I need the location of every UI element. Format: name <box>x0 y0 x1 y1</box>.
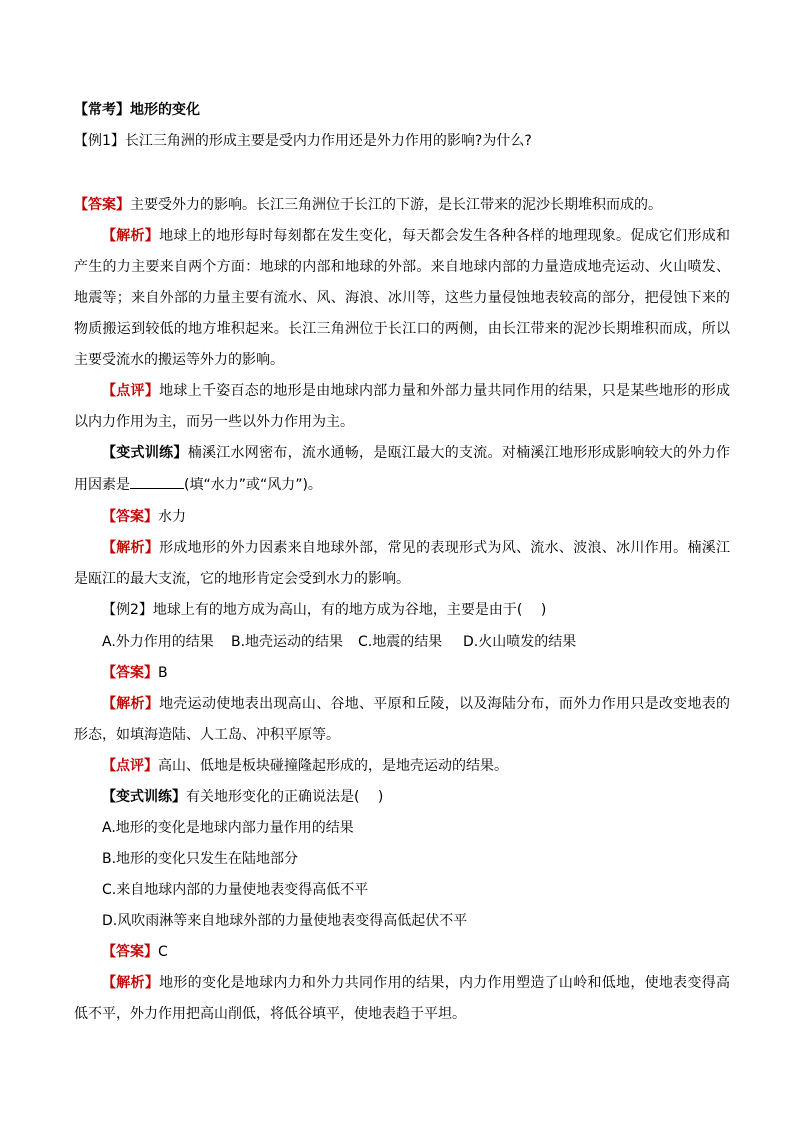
comment-text: 高山、低地是板块碰撞隆起形成的，是地壳运动的结果。 <box>158 758 508 774</box>
example2-comment <box>102 756 730 776</box>
example2-analysis-line: 形态，如填海造陆、人工岛、冲积平原等。 <box>74 727 340 743</box>
analysis-text: 地壳运动使地表出现高山、谷地、平原和丘陵，以及海陆分布，而外力作用只是改变地表的 <box>159 696 730 712</box>
option-c: C.地震的结果 <box>358 634 443 650</box>
example2-options <box>102 632 730 652</box>
comment-text: 地球上千姿百态的地形是由地球内部力量和外部力量共同作用的结果，只是某些地形的形成 <box>159 383 730 399</box>
variant-question-text: (填“水力”或“风力”)。 <box>184 477 322 493</box>
example1-tag: 【例1】 <box>74 133 125 149</box>
answer-text: C <box>158 944 168 960</box>
analysis-tag: 【解析】 <box>102 540 160 556</box>
analysis-tag: 【解析】 <box>102 975 160 991</box>
answer-tag: 【答案】 <box>102 944 158 960</box>
example2-question-text: 地球上有的地方成为高山，有的地方成为谷地，主要是由于( ) <box>152 602 547 618</box>
variant2-answer <box>102 942 730 962</box>
fill-blank <box>130 474 184 489</box>
example1-analysis-line: 产生的力主要来自两个方面：地球的内部和地球的外部。来自地球内部的力量造成地壳运动、火山喷发、 <box>74 259 730 275</box>
example1-analysis-line: 物质搬运到较低的地方堆积起来。长江三角洲位于长江口的两侧，由长江带来的泥沙长期堆积而成，所以 <box>74 321 730 337</box>
option-b: B.地形的变化只发生在陆地部分 <box>102 851 299 867</box>
option-c: C.来自地球内部的力量使地表变得高低不平 <box>102 882 369 898</box>
example1-question-text: 长江三角洲的形成主要是受内力作用还是外力作用的影响?为什么? <box>124 133 532 149</box>
comment-tag: 【点评】 <box>102 758 158 774</box>
variant2-question <box>102 787 730 807</box>
analysis-text: 形成地形的外力因素来自地球外部，常见的表现形式为风、流水、波浪、冰川作用。楠溪江 <box>159 540 730 556</box>
example2-analysis-line <box>102 694 730 714</box>
example1-analysis-line: 地震等；来自外部的力量主要有流水、风、海浪、冰川等，这些力量侵蚀地表较高的部分，把侵蚀下来的 <box>74 290 730 306</box>
section-title: 地形的变化 <box>130 102 200 118</box>
variant-question-text: 有关地形变化的正确说法是( ) <box>186 789 384 805</box>
option-a: A.地形的变化是地球内部力量作用的结果 <box>102 820 354 836</box>
variant2-analysis-line: 低不平，外力作用把高山削低，将低谷填平，使地表趋于平坦。 <box>74 1006 466 1022</box>
example1-question <box>74 131 730 151</box>
option-d: D.风吹雨淋等来自地球外部的力量使地表变得高低起伏不平 <box>102 913 468 929</box>
answer-tag: 【答案】 <box>102 665 158 681</box>
variant1-question-line <box>102 443 730 463</box>
answer-text: 主要受外力的影响。长江三角洲位于长江的下游，是长江带来的泥沙长期堆积而成的。 <box>130 197 662 213</box>
example1-comment-line <box>102 381 730 401</box>
example1-comment-line: 以内力作用为主，而另一些以外力作用为主。 <box>74 414 354 430</box>
variant1-question-line <box>74 474 730 495</box>
variant1-analysis-line: 是瓯江的最大支流，它的地形肯定会受到水力的影响。 <box>74 571 410 587</box>
variant-tag: 【变式训练】 <box>102 445 188 461</box>
section-tag: 【常考】 <box>74 102 130 118</box>
answer-tag: 【答案】 <box>102 509 158 525</box>
analysis-text: 地形的变化是地球内力和外力共同作用的结果，内力作用塑造了山岭和低地，使地表变得高 <box>159 975 730 991</box>
option-d: D.火山喷发的结果 <box>463 634 577 650</box>
answer-text: 水力 <box>158 509 186 525</box>
example2-tag: 【例2】 <box>102 602 153 618</box>
variant2-analysis-line <box>102 973 730 993</box>
answer-tag: 【答案】 <box>74 197 130 213</box>
variant-question-text: 用因素是 <box>74 477 130 493</box>
option-b: B.地壳运动的结果 <box>231 634 344 650</box>
example1-answer <box>74 195 730 215</box>
option-a: A.外力作用的结果 <box>102 634 214 650</box>
variant1-analysis-line <box>102 538 730 558</box>
analysis-tag: 【解析】 <box>102 228 160 244</box>
example2-question <box>102 600 730 620</box>
answer-text: B <box>158 665 168 681</box>
example1-analysis-line <box>102 226 730 246</box>
analysis-tag: 【解析】 <box>102 696 160 712</box>
variant-question-text: 楠溪江水网密布，流水通畅，是瓯江最大的支流。对楠溪江地形形成影响较大的外力作 <box>187 445 730 461</box>
example2-answer <box>102 663 730 683</box>
variant1-answer <box>102 507 730 527</box>
variant-tag: 【变式训练】 <box>102 789 186 805</box>
comment-tag: 【点评】 <box>102 383 160 399</box>
analysis-text: 地球上的地形每时每刻都在发生变化，每天都会发生各种各样的地理现象。促成它们形成和 <box>159 228 730 244</box>
example1-analysis-line: 主要受流水的搬运等外力的影响。 <box>74 352 284 368</box>
section-heading <box>74 100 730 120</box>
